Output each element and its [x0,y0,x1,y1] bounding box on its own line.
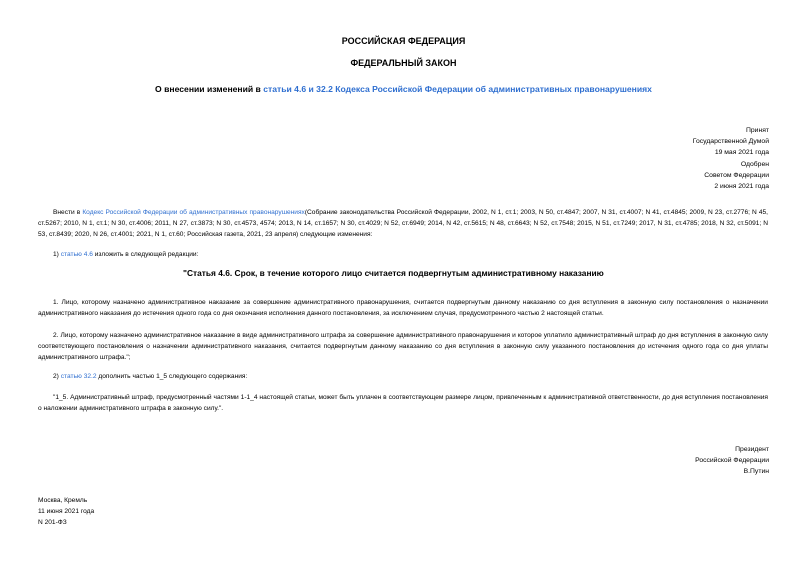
adoption-line: Советом Федерации [704,171,769,179]
item-1 [53,249,198,260]
place-line: Москва, Кремль [38,497,88,504]
signature-line: Российской Федерации [695,457,769,465]
code-link[interactable]: Кодекс Российской Федерации об административных правонарушениях [82,209,305,216]
clause-1-5: "1_5. Административный штраф, предусмотренный частями 1-1_4 настоящей статьи, может быть уплачен в соответствующем размере лицом, привлеченным к административной ответственности, до дня вступления постановления о наложении административного штрафа в законную силу.". [38,394,768,413]
item-1-rest: изложить в следующей редакции: [92,251,199,258]
signature-block [695,444,769,478]
item-2 [53,371,247,382]
place-date-block [38,495,94,529]
date-line: 11 июня 2021 года [38,508,95,516]
adoption-line: Одобрен [740,160,769,168]
item-1-prefix: 1) [53,251,61,258]
adoption-line: 2 июня 2021 года [714,183,769,191]
adoption-line: Принят [745,127,769,134]
law-number-line: N 201-ФЗ [38,519,67,527]
title-link[interactable]: статьи 4.6 и 32.2 Кодекса Российской Федерации об административных правонарушениях [263,84,652,94]
clause-2: 2. Лицо, которому назначено административное наказание в виде административного штрафа за совершение административного правонарушения и которое уплатило административный штраф до дня вступления в законную силу соответствующего постановления о назначении административного наказания, считается подвергнутым данному наказанию со дня вступления в законную силу указанного постановления до истечения одного года со дня уплаты административного штрафа."; [38,332,768,362]
adoption-line: 19 мая 2021 года [714,149,769,157]
document-title [0,84,807,94]
country-heading: РОССИЙСКАЯ ФЕДЕРАЦИЯ [341,36,466,46]
signature-line: Президент [735,446,769,453]
article-4-6-link[interactable]: статью 4.6 [60,251,93,258]
item-2-rest: дополнить частью 1_5 следующего содержания: [96,373,248,380]
intro-prefix: Внести в [53,209,83,216]
intro-paragraph [38,207,768,241]
title-prefix: О внесении изменений в [155,84,264,94]
clause-1: 1. Лицо, которому назначено административное наказание за совершение административного правонарушения, считается подвергнутым данному наказанию со дня вступления в законную силу постановления о назначении административного наказания до истечения одного года со дня окончания исполнения данного постановления, за исключением случая, предусмотренного частью 2 настоящей статьи. [38,299,768,318]
article-32-2-link[interactable]: статью 32.2 [60,373,97,380]
article-title: "Статья 4.6. Срок, в течение которого лицо считается подвергнутым административному наказанию [183,268,604,278]
doc-type-heading: ФЕДЕРАЛЬНЫЙ ЗАКОН [350,58,457,68]
adoption-block [693,125,769,192]
intro-rest: (Собрание законодательства Российской Федерации, 2002, N 1, ст.1; 2003, N 50, ст.4847; 2007, N 31, ст.4007; N 41, ст.4845; 2009, N 23, ст.2776; N 45, ст.5267; 2010, N 1, ст.1; N 30, ст.4006; 2011, N 27, ст.3873; N 30, ст.4573, 4574; 2013, N 14, ст.1657; N 30, ст.4029; N 52, ст.6949; 2014, N 42, ст.5615; N 48, ст.6643; N 52, ст.7548; 2015, N 51, ст.7249; 2017, N 31, ст.4785; 2018, N 32, ст.5091; N 53, ст.8439; 2020, N 26, ст.4001; 2021, N 1, ст.60; Российская газета, 2021, 23 апреля) следующие изменения: [38,209,769,239]
item-2-prefix: 2) [53,373,61,380]
signature-line: В.Путин [743,468,769,476]
adoption-line: Государственной Думой [692,138,769,146]
